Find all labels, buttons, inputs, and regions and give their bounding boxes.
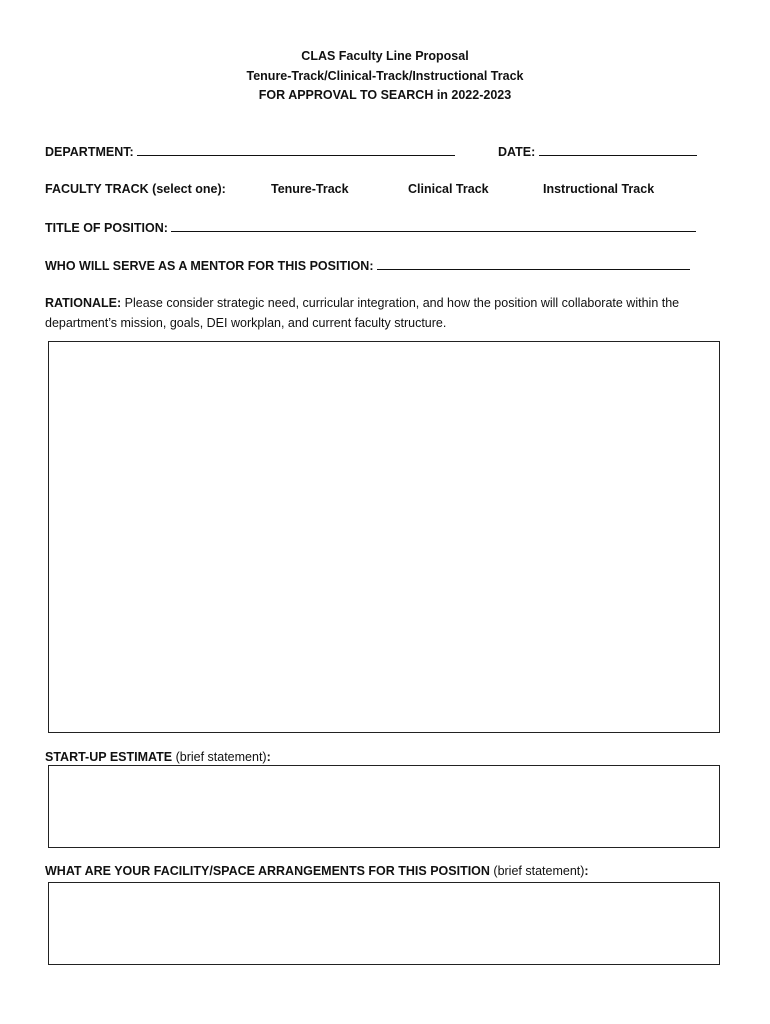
rationale-instructions <box>45 293 725 333</box>
title-row <box>45 220 696 235</box>
date-field[interactable] <box>539 144 697 156</box>
department-field[interactable] <box>137 144 455 156</box>
startup-label: START-UP ESTIMATE <box>45 750 173 764</box>
form-header <box>0 47 770 106</box>
date-row <box>498 144 697 159</box>
startup-hint: (brief statement) <box>175 750 267 764</box>
form-subtitle-tracks: Tenure-Track/Clinical-Track/Instructional Track <box>246 68 524 83</box>
startup-colon: : <box>266 750 271 764</box>
department-label: DEPARTMENT: <box>45 145 134 159</box>
track-option-tenure[interactable]: Tenure-Track <box>271 182 349 196</box>
facility-label-row <box>45 864 589 878</box>
title-field[interactable] <box>171 220 696 232</box>
mentor-label: WHO WILL SERVE AS A MENTOR FOR THIS POSITION: <box>45 259 374 273</box>
startup-label-row <box>45 750 271 764</box>
startup-textbox[interactable] <box>48 765 720 848</box>
rationale-label: RATIONALE: <box>45 296 122 310</box>
rationale-textbox[interactable] <box>48 341 720 733</box>
facility-hint: (brief statement) <box>493 864 585 878</box>
track-option-clinical[interactable]: Clinical Track <box>408 182 489 196</box>
title-label: TITLE OF POSITION: <box>45 221 168 235</box>
mentor-field[interactable] <box>377 258 690 270</box>
date-label: DATE: <box>498 145 536 159</box>
facility-label: WHAT ARE YOUR FACILITY/SPACE ARRANGEMENTS FOR THIS POSITION <box>45 864 490 878</box>
form-title: CLAS Faculty Line Proposal <box>301 49 469 63</box>
track-option-instructional[interactable]: Instructional Track <box>543 182 655 196</box>
faculty-track-label: FACULTY TRACK (select one): <box>45 182 226 196</box>
facility-colon: : <box>584 864 589 878</box>
department-row <box>45 144 455 159</box>
form-subtitle-approval: FOR APPROVAL TO SEARCH in 2022-2023 <box>258 88 512 102</box>
mentor-row <box>45 258 690 273</box>
facility-textbox[interactable] <box>48 882 720 965</box>
rationale-text: Please consider strategic need, curricular integration, and how the position will collaborate within the department’s mission, goals, DEI workplan, and current faculty structure. <box>45 296 680 330</box>
